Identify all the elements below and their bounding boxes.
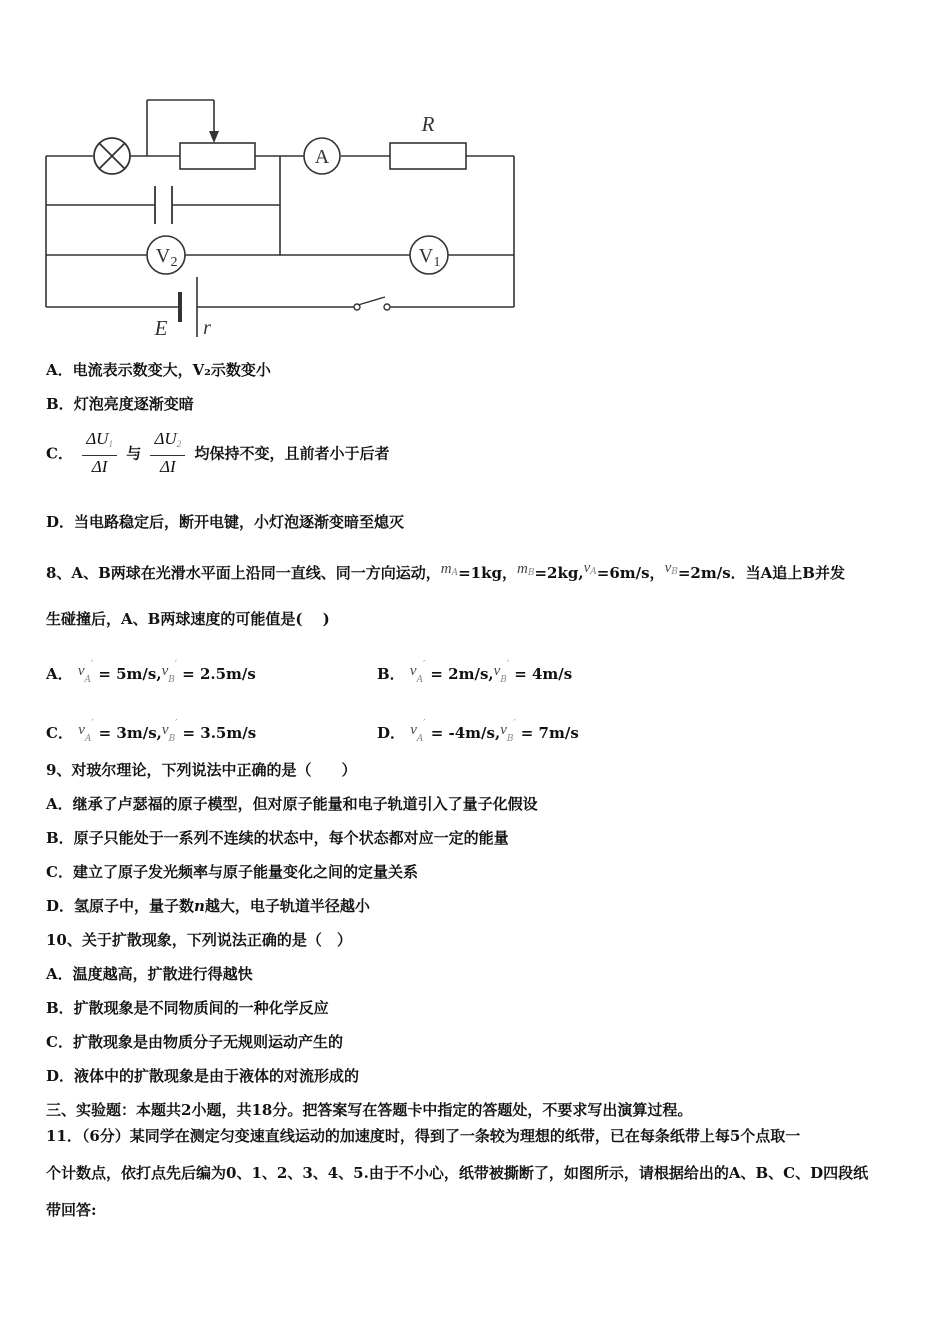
voltmeter-v2-label: V [155, 245, 171, 267]
q7-option-b [46, 394, 194, 414]
fraction1-denominator: ΔI [91, 457, 108, 476]
battery-emf-label: E [154, 316, 168, 340]
velocity-symbol: v [161, 722, 169, 738]
velocity-symbol: v [77, 663, 85, 679]
q7-option-c-text: 均保持不变，且前者小于后者 [194, 444, 390, 463]
voltmeter-v1-label: V [418, 245, 434, 267]
q8-option-c-va: = 3m/s, [98, 724, 162, 742]
fraction2-denominator: ΔI [160, 457, 176, 476]
q7-option-a-label: A． [46, 361, 73, 379]
fraction2-numerator: ΔU [154, 429, 177, 448]
q7-option-c-mid: 与 [126, 444, 142, 463]
fraction1-numerator: ΔU [86, 429, 109, 448]
q7-option-d [46, 512, 404, 532]
velocity-sub-a: A [84, 675, 92, 685]
q7-option-a-text: 电流表示数变大，V₂示数变小 [72, 361, 271, 379]
q9-option-c: C．建立了原子发光频率与原子能量变化之间的定量关系 [46, 863, 418, 881]
q10-option-b: B．扩散现象是不同物质间的一种化学反应 [46, 999, 329, 1017]
prime-mark: ′ [506, 660, 509, 670]
q9-option-d-pre: D．氢原子中，量子数 [46, 897, 195, 915]
prime-mark: ′ [175, 719, 178, 729]
rheostat [180, 131, 255, 169]
q8-option-a-label: A． [46, 665, 73, 683]
fraction-du1-di [82, 428, 117, 478]
voltmeter-v2-icon [147, 236, 185, 274]
battery-icon [180, 277, 197, 337]
q7-option-a [46, 360, 271, 380]
prime-mark: ′ [91, 660, 94, 670]
q8-option-a-va: = 5m/s, [98, 665, 162, 683]
resistor-label: R [421, 112, 435, 136]
velocity-symbol: v [493, 663, 501, 679]
q8-mb-value: =2kg, [534, 564, 584, 582]
velocity-symbol: v [500, 722, 507, 738]
ammeter-icon [304, 138, 340, 174]
q8-va-value: =6m/s， [596, 564, 665, 582]
q9-option-d-n: n [194, 897, 205, 915]
q10-option-c: C．扩散现象是由物质分子无规则运动产生的 [46, 1033, 343, 1051]
q8-option-c-vb: = 3.5m/s [182, 724, 257, 742]
q8-mb-sub: B [527, 568, 535, 578]
prime-mark: ′ [423, 719, 426, 729]
q7-option-c [46, 428, 389, 478]
q9-option-b: B．原子只能处于一系列不连续的状态中，每个状态都对应一定的能量 [46, 829, 509, 847]
q7-option-d-text: 当电路稳定后，断开电键，小灯泡逐渐变暗至熄灭 [74, 513, 405, 531]
q8-option-b-vb: = 4m/s [514, 665, 573, 683]
switch-icon [354, 297, 390, 310]
q10-option-a: A．温度越高，扩散进行得越快 [46, 965, 253, 983]
q11-line2: 个计数点，依打点先后编为0、1、2、3、4、5.由于不小心，纸带被撕断了，如图所示，请根据给出的A、B、C、D四段纸 [46, 1164, 869, 1182]
q8-vb-symbol: v [664, 560, 672, 576]
velocity-sub-b: B [506, 734, 514, 744]
q7-option-c-label: C． [46, 444, 73, 463]
velocity-sub-a: A [84, 734, 92, 744]
resistor-r [390, 112, 466, 169]
q8-option-b-va: = 2m/s, [430, 665, 494, 683]
q8-vb-sub: B [671, 567, 678, 577]
q11-line1: 11．（6分）某同学在测定匀变速直线运动的加速度时，得到了一条较为理想的纸带，已在每条纸带上每5个点取一 [46, 1127, 801, 1145]
q8-ma-symbol: m [440, 561, 452, 577]
q8-option-d-label: D． [377, 724, 406, 742]
circuit-diagram [0, 0, 950, 350]
velocity-sub-b: B [168, 675, 175, 685]
velocity-sub-b: B [168, 734, 176, 744]
q8-option-d-vb: = 7m/s [520, 724, 579, 742]
capacitor-icon [155, 186, 172, 224]
q9-option-d [46, 896, 370, 916]
q11-line3: 带回答: [46, 1201, 97, 1219]
voltmeter-v1-icon [410, 236, 448, 274]
velocity-symbol: v [409, 663, 417, 679]
q9-option-d-post: 越大，电子轨道半径越小 [204, 897, 370, 915]
q9-option-a: A．继承了卢瑟福的原子模型，但对原子能量和电子轨道引入了量子化假设 [46, 795, 538, 813]
q7-option-b-label: B． [46, 395, 74, 413]
q8-option-b [377, 655, 572, 690]
fraction2-sub: 2 [176, 439, 182, 449]
velocity-symbol: v [161, 663, 169, 679]
prime-mark: ′ [174, 660, 177, 670]
fraction-du2-di [150, 428, 185, 478]
q8-option-d-va: = -4m/s, [430, 724, 501, 742]
q8-stem-line2: 生碰撞后，A、B两球速度的可能值是( ) [46, 610, 330, 628]
q8-va-symbol: v [583, 560, 591, 576]
q7-option-d-label: D． [46, 513, 75, 531]
q8-option-c [46, 714, 256, 749]
q8-intro: 8、A、B两球在光滑水平面上沿同一直线、同一方向运动， [46, 564, 441, 582]
q8-vb-value: =2m/s．当A追上B并发 [677, 564, 845, 582]
q8-option-a-vb: = 2.5m/s [182, 665, 256, 683]
q8-option-c-label: C． [46, 724, 73, 742]
q8-ma-value: =1kg， [458, 564, 517, 582]
ammeter-label: A [314, 146, 330, 168]
velocity-sub-a: A [416, 675, 424, 685]
prime-mark: ′ [91, 719, 94, 729]
q10-stem: 10、关于扩散现象，下列说法正确的是（ ） [46, 931, 352, 949]
velocity-sub-a: A [416, 734, 424, 744]
lamp-icon [94, 138, 130, 174]
fraction1-sub: 1 [108, 439, 113, 449]
prime-mark: ′ [513, 719, 516, 729]
q8-ma-sub: A [451, 568, 459, 578]
voltmeter-v1-sub: 1 [433, 255, 441, 270]
q8-stem-line1 [46, 558, 845, 583]
q8-va-sub: A [590, 567, 597, 577]
q8-mb-symbol: m [517, 561, 528, 577]
q8-option-a [46, 655, 256, 690]
battery-resistance-label: r [203, 317, 211, 339]
q10-option-d: D．液体中的扩散现象是由于液体的对流形成的 [46, 1067, 360, 1085]
q8-option-b-label: B． [377, 665, 405, 683]
q9-stem: 9、对玻尔理论，下列说法中正确的是（ ） [46, 761, 357, 779]
q7-option-b-text: 灯泡亮度逐渐变暗 [73, 395, 194, 413]
q8-option-d [377, 714, 579, 749]
velocity-symbol: v [78, 722, 85, 738]
section3-heading: 三、实验题：本题共2小题，共18分。把答案写在答题卡中指定的答题处，不要求写出演算过程。 [46, 1101, 693, 1119]
prime-mark: ′ [423, 660, 426, 670]
velocity-symbol: v [410, 722, 417, 738]
voltmeter-v2-sub: 2 [170, 255, 178, 270]
velocity-sub-b: B [500, 675, 507, 685]
